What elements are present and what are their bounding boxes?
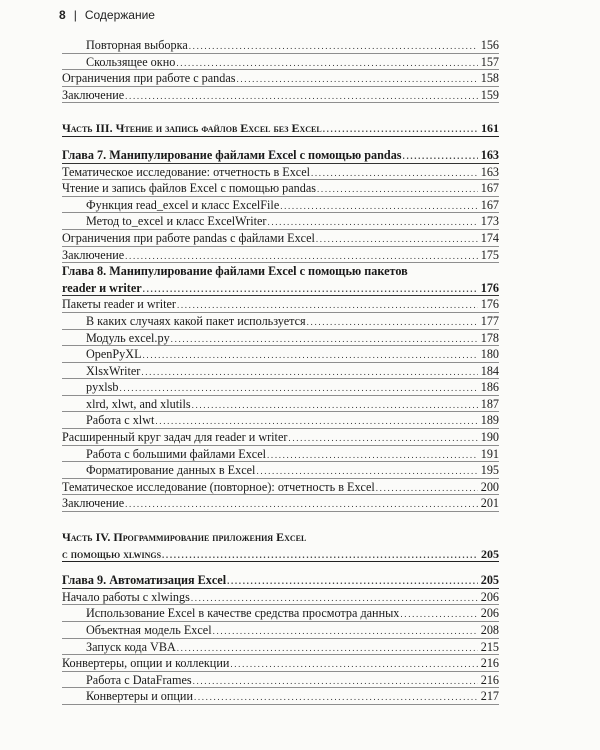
toc-page-number: 191 (480, 446, 499, 461)
toc-leader (307, 314, 478, 331)
toc-leader (193, 673, 478, 690)
toc-page-number: 205 (480, 573, 499, 588)
toc-leader (141, 364, 478, 381)
toc-page-number: 173 (480, 214, 499, 229)
toc-page-number: 215 (480, 639, 499, 654)
toc-part-4-line1[interactable]: Часть IV. Программирование приложения Excel (62, 530, 307, 545)
toc-leader (311, 165, 478, 182)
toc-leader (403, 148, 478, 165)
toc-entry-title: Метод to_excel и класс ExcelWriter (86, 214, 267, 229)
toc-entry[interactable] (62, 180, 499, 197)
toc-entry[interactable] (62, 479, 499, 496)
toc-entry-title: Заключение (62, 247, 125, 262)
toc-entry-title: Использование Excel в качестве средства просмотра данных (86, 606, 400, 621)
toc-entry-title: Чтение и запись файлов Excel с помощью pandas (62, 181, 317, 196)
toc-entry-title: Повторная выборка (86, 38, 188, 52)
toc-leader (177, 640, 478, 657)
toc-entry[interactable] (62, 396, 499, 413)
toc-entry[interactable] (62, 346, 499, 363)
toc-leader (237, 71, 479, 88)
toc-leader (213, 623, 478, 640)
toc-chapter-7[interactable] (62, 147, 499, 164)
toc-entry-title: Начало работы с xlwings (62, 589, 190, 604)
toc-leader (323, 121, 478, 138)
toc-entry[interactable] (62, 446, 499, 463)
toc-page-number: 206 (480, 606, 499, 621)
toc-page-number: 157 (480, 54, 499, 69)
toc-leader (155, 413, 478, 430)
toc-block-3 (62, 296, 499, 512)
header-separator: | (73, 8, 77, 22)
toc-page-number: 208 (480, 623, 499, 637)
toc-entry-title: Расширенный круг задач для reader и writer (62, 430, 288, 445)
toc-page-number: 159 (480, 87, 499, 102)
toc-leader (171, 331, 478, 348)
toc-entry-title: Ограничения при работе pandas с файлами Excel (62, 230, 315, 245)
toc-leader (143, 281, 478, 298)
toc-entry[interactable] (62, 462, 499, 479)
toc-leader (177, 297, 478, 314)
toc-page-number: 216 (480, 672, 499, 687)
toc-page-number: 216 (480, 656, 499, 671)
toc-chapter-title: Глава 9. Автоматизация Excel (62, 573, 227, 588)
toc-entry-title: xlrd, xlwt, and xlutils (86, 396, 191, 411)
toc-chapter-8-line1[interactable]: Глава 8. Манипулирование файлами Excel с помощью пакетов (62, 264, 408, 279)
toc-entry[interactable] (62, 313, 499, 330)
toc-entry[interactable] (62, 495, 499, 512)
toc-entry-title: Тематическое исследование (повторное): отчетность в Excel (62, 479, 375, 494)
toc-part-title: с помощью xlwings (62, 546, 162, 561)
toc-page-number: 167 (480, 197, 499, 212)
toc-leader (288, 430, 478, 447)
toc-leader (162, 547, 478, 564)
toc-leader (267, 214, 478, 231)
toc-entry[interactable] (62, 622, 499, 639)
toc-page-number: 163 (480, 147, 499, 162)
toc-leader (227, 573, 478, 590)
toc-leader (316, 231, 478, 248)
toc-leader (267, 447, 478, 464)
toc-entry-title: XlsxWriter (86, 363, 141, 378)
toc-leader (176, 55, 478, 72)
toc-entry-title: Работа с xlwt (86, 413, 155, 428)
toc-leader (192, 397, 478, 414)
toc-entry-title: Конвертеры и опции (86, 689, 193, 704)
toc-chapter-title: Глава 7. Манипулирование файлами Excel с помощью pandas (62, 147, 402, 162)
toc-entry[interactable] (62, 605, 499, 622)
toc-leader (191, 590, 478, 607)
toc-entry[interactable] (62, 672, 499, 689)
toc-page-number: 158 (480, 71, 499, 86)
toc-page-number: 167 (480, 181, 499, 196)
toc-entry[interactable] (62, 87, 499, 104)
toc-entry[interactable] (62, 54, 499, 71)
toc-entry-title: Функция read_excel и класс ExcelFile (86, 197, 280, 212)
toc-entry[interactable] (62, 412, 499, 429)
toc-page-number: 200 (480, 479, 499, 494)
toc-entry-title: Тематическое исследование: отчетность в Excel (62, 164, 310, 179)
toc-leader (194, 689, 478, 706)
toc-page-number: 174 (480, 230, 499, 245)
toc-entry-title: OpenPyXL (86, 347, 142, 362)
toc-page-number: 195 (480, 463, 499, 478)
running-head-title: Содержание (84, 8, 155, 22)
toc-page-number: 156 (480, 38, 499, 52)
toc-page-number: 186 (480, 380, 499, 395)
toc-page-number: 176 (480, 297, 499, 312)
toc-entry-title: Объектная модель Excel (86, 623, 212, 637)
toc-entry[interactable] (62, 655, 499, 672)
toc-page-number: 177 (480, 313, 499, 328)
toc-entry[interactable] (62, 247, 499, 264)
toc-entry[interactable] (62, 164, 499, 181)
toc-entry[interactable] (62, 330, 499, 347)
toc-entry-title: Скользящее окно (86, 54, 176, 69)
toc-entry-title: Модуль excel.py (86, 330, 170, 345)
toc-entry-title: Работа с большими файлами Excel (86, 446, 267, 461)
toc-entry-title: Ограничения при работе с pandas (62, 71, 236, 86)
toc-leader (120, 380, 478, 397)
toc-entry[interactable] (62, 589, 499, 606)
toc-entry[interactable] (62, 37, 499, 54)
toc-entry[interactable] (62, 429, 499, 446)
toc-entry-title: Конвертеры, опции и коллекции (62, 656, 230, 671)
toc-leader (256, 463, 478, 480)
table-of-contents (62, 37, 499, 705)
toc-entry[interactable] (62, 213, 499, 230)
toc-entry[interactable] (62, 230, 499, 247)
toc-entry[interactable] (62, 379, 499, 396)
toc-part-3[interactable] (62, 120, 499, 137)
toc-entry[interactable] (62, 197, 499, 214)
toc-entry-title: Заключение (62, 87, 125, 102)
toc-page-number: 201 (480, 496, 499, 511)
toc-block-1 (62, 37, 499, 103)
page-number: 8 (59, 8, 66, 22)
toc-entry-title: Заключение (62, 496, 125, 511)
toc-page-number: 184 (480, 363, 499, 378)
toc-leader (317, 181, 478, 198)
toc-page-number: 206 (480, 589, 499, 604)
toc-page-number: 180 (480, 347, 499, 362)
running-head (59, 8, 155, 22)
toc-leader (143, 347, 478, 364)
toc-page-number: 190 (480, 430, 499, 445)
toc-leader (376, 480, 478, 497)
toc-entry-title: Пакеты reader и writer (62, 297, 176, 312)
toc-entry-title: Работа с DataFrames (86, 672, 192, 687)
toc-page-number: 163 (480, 164, 499, 179)
toc-page-number: 189 (480, 413, 499, 428)
toc-leader (189, 38, 478, 55)
toc-chapter-title: reader и writer (62, 280, 142, 295)
toc-entry-title: Форматирование данных в Excel (86, 463, 256, 478)
toc-chapter-9[interactable] (62, 572, 499, 589)
toc-page-number: 178 (480, 330, 499, 345)
toc-page-number: 161 (481, 121, 499, 136)
toc-block-4 (62, 589, 499, 705)
toc-page-number: 187 (480, 396, 499, 411)
toc-page-number: 176 (480, 280, 499, 295)
toc-block-2 (62, 164, 499, 264)
toc-entry-title: Запуск кода VBA (86, 639, 176, 654)
toc-leader (230, 656, 478, 673)
toc-entry[interactable] (62, 363, 499, 380)
toc-entry[interactable] (62, 70, 499, 87)
toc-leader (125, 496, 478, 513)
toc-page-number: 217 (480, 689, 499, 704)
toc-entry-title: pyxlsb (86, 380, 119, 395)
toc-entry[interactable] (62, 296, 499, 313)
toc-page-number: 175 (480, 247, 499, 262)
toc-leader (400, 606, 478, 623)
toc-entry[interactable] (62, 688, 499, 705)
toc-leader (280, 198, 478, 215)
toc-leader (125, 248, 478, 265)
toc-entry[interactable] (62, 639, 499, 656)
toc-chapter-8[interactable] (62, 280, 499, 297)
toc-entry-title: В каких случаях какой пакет используется (86, 313, 306, 328)
toc-page-number: 205 (481, 546, 499, 561)
toc-leader (125, 88, 478, 105)
toc-part-4[interactable] (62, 546, 499, 563)
toc-part-title: Часть III. Чтение и запись файлов Excel без Excel (62, 121, 322, 136)
